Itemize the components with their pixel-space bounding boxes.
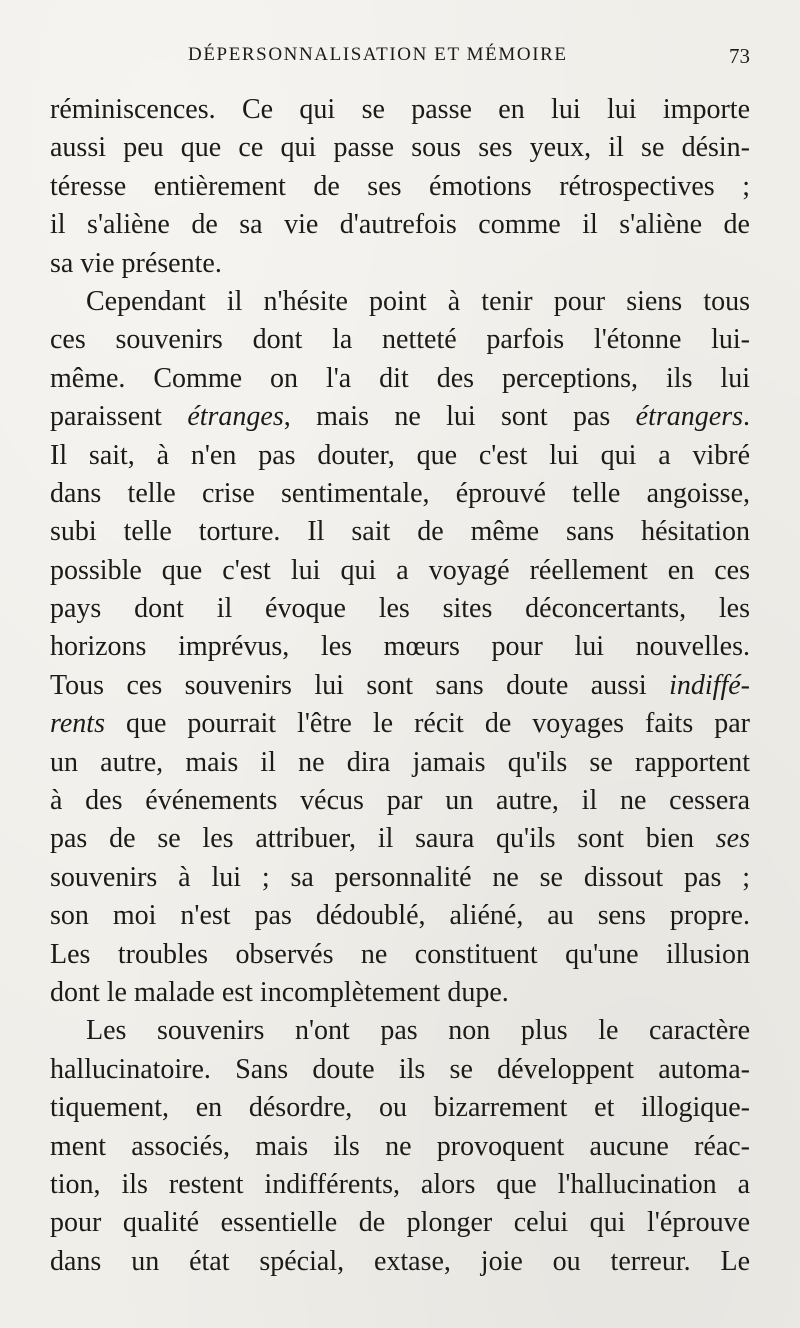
text-line xyxy=(50,513,750,551)
text-line xyxy=(50,782,750,820)
text-run: Tous ces souvenirs lui sont sans doute aussi xyxy=(50,669,670,701)
text-run: réminiscences. Ce qui se passe en lui lui importe xyxy=(50,94,750,125)
text-run: il s'aliène de sa vie d'autrefois comme il s'aliène de xyxy=(50,209,750,241)
text-run: à des événements vécus par un autre, il ne cessera xyxy=(50,785,750,817)
paragraph-last-line xyxy=(50,974,750,1012)
running-head xyxy=(50,44,750,74)
text-run: tiquement, en désordre, ou bizarrement et illogique- xyxy=(50,1092,750,1124)
text-line xyxy=(50,897,750,935)
paragraph-first-line xyxy=(50,1012,750,1050)
text-line xyxy=(50,1051,750,1089)
text-line xyxy=(50,129,750,167)
text-line xyxy=(50,206,750,244)
text-line xyxy=(50,705,750,743)
text-run: hallucinatoire. Sans doute ils se développent automa- xyxy=(50,1053,750,1085)
text-line xyxy=(50,859,750,897)
text-run: Il sait, à n'en pas douter, que c'est lui qui a vibré xyxy=(50,439,750,471)
text-line xyxy=(50,360,750,398)
text-run: Les souvenirs n'ont pas non plus le caractère xyxy=(86,1015,750,1047)
paragraph-last-line xyxy=(50,245,750,283)
text-line xyxy=(50,667,750,705)
text-run: téresse entièrement de ses émotions rétrospectives ; xyxy=(50,170,750,202)
text-run: que pourrait l'être le récit de voyages faits par xyxy=(104,708,750,740)
text-run: , mais ne lui sont pas xyxy=(283,401,636,433)
text-run: Cependant il n'hésite point à tenir pour siens tous xyxy=(86,285,750,317)
text-line xyxy=(50,936,750,974)
italic-text: ses xyxy=(715,823,750,855)
text-run: dans un état spécial, extase, joie ou terreur. Le xyxy=(50,1245,750,1277)
text-run: ment associés, mais ils ne provoquent aucune réac- xyxy=(50,1130,750,1162)
text-run: pour qualité essentielle de plonger celui qui l'éprouve xyxy=(50,1207,750,1239)
text-run: tion, ils restent indifférents, alors que l'hallucination a xyxy=(50,1168,750,1200)
text-run: ces souvenirs dont la netteté parfois l'étonne lui- xyxy=(50,324,750,356)
running-title: DÉPERSONNALISATION ET MÉMOIRE xyxy=(188,44,568,65)
text-run: . xyxy=(743,401,750,433)
text-run: un autre, mais il ne dira jamais qu'ils se rapportent xyxy=(50,746,750,778)
text-line xyxy=(50,168,750,206)
text-line xyxy=(50,1128,750,1166)
italic-text: rents xyxy=(50,708,105,740)
text-run: Les troubles observés ne constituent qu'une illusion xyxy=(50,938,750,970)
text-line xyxy=(50,1166,750,1204)
text-line xyxy=(50,475,750,513)
text-line xyxy=(50,552,750,590)
text-run: dont le malade est incomplètement dupe. xyxy=(50,976,509,1008)
italic-text: indiffé- xyxy=(669,669,750,701)
text-line xyxy=(50,1089,750,1127)
text-run: pays dont il évoque les sites déconcertants, les xyxy=(50,593,750,625)
text-line xyxy=(50,1204,750,1242)
text-run: pas de se les attribuer, il saura qu'ils sont bien xyxy=(50,823,716,855)
text-line xyxy=(50,437,750,475)
text-run: même. Comme on l'a dit des perceptions, ils lui xyxy=(50,362,750,394)
text-line xyxy=(50,321,750,359)
page-number: 73 xyxy=(729,44,750,68)
text-line xyxy=(50,398,750,436)
text-line xyxy=(50,744,750,782)
text-line xyxy=(50,1243,750,1281)
text-line xyxy=(50,91,750,129)
text-run: sa vie présente. xyxy=(50,247,222,279)
text-line xyxy=(50,590,750,628)
text-run: souvenirs à lui ; sa personnalité ne se dissout pas ; xyxy=(50,861,750,893)
italic-text: étranges xyxy=(187,401,284,433)
text-run: son moi n'est pas dédoublé, aliéné, au sens propre. xyxy=(50,900,750,932)
italic-text: étrangers xyxy=(635,401,743,433)
text-run: paraissent xyxy=(50,401,188,433)
body-text xyxy=(50,91,750,1281)
paragraph-first-line xyxy=(50,283,750,321)
text-run: possible que c'est lui qui a voyagé réellement en ces xyxy=(50,554,750,586)
text-run: dans telle crise sentimentale, éprouvé telle angoisse, xyxy=(50,477,750,509)
text-run: aussi peu que ce qui passe sous ses yeux, il se désin- xyxy=(50,132,750,164)
text-line xyxy=(50,820,750,858)
text-run: horizons imprévus, les mœurs pour lui nouvelles. xyxy=(50,631,750,663)
text-line xyxy=(50,628,750,666)
text-run: subi telle torture. Il sait de même sans hésitation xyxy=(50,516,750,548)
